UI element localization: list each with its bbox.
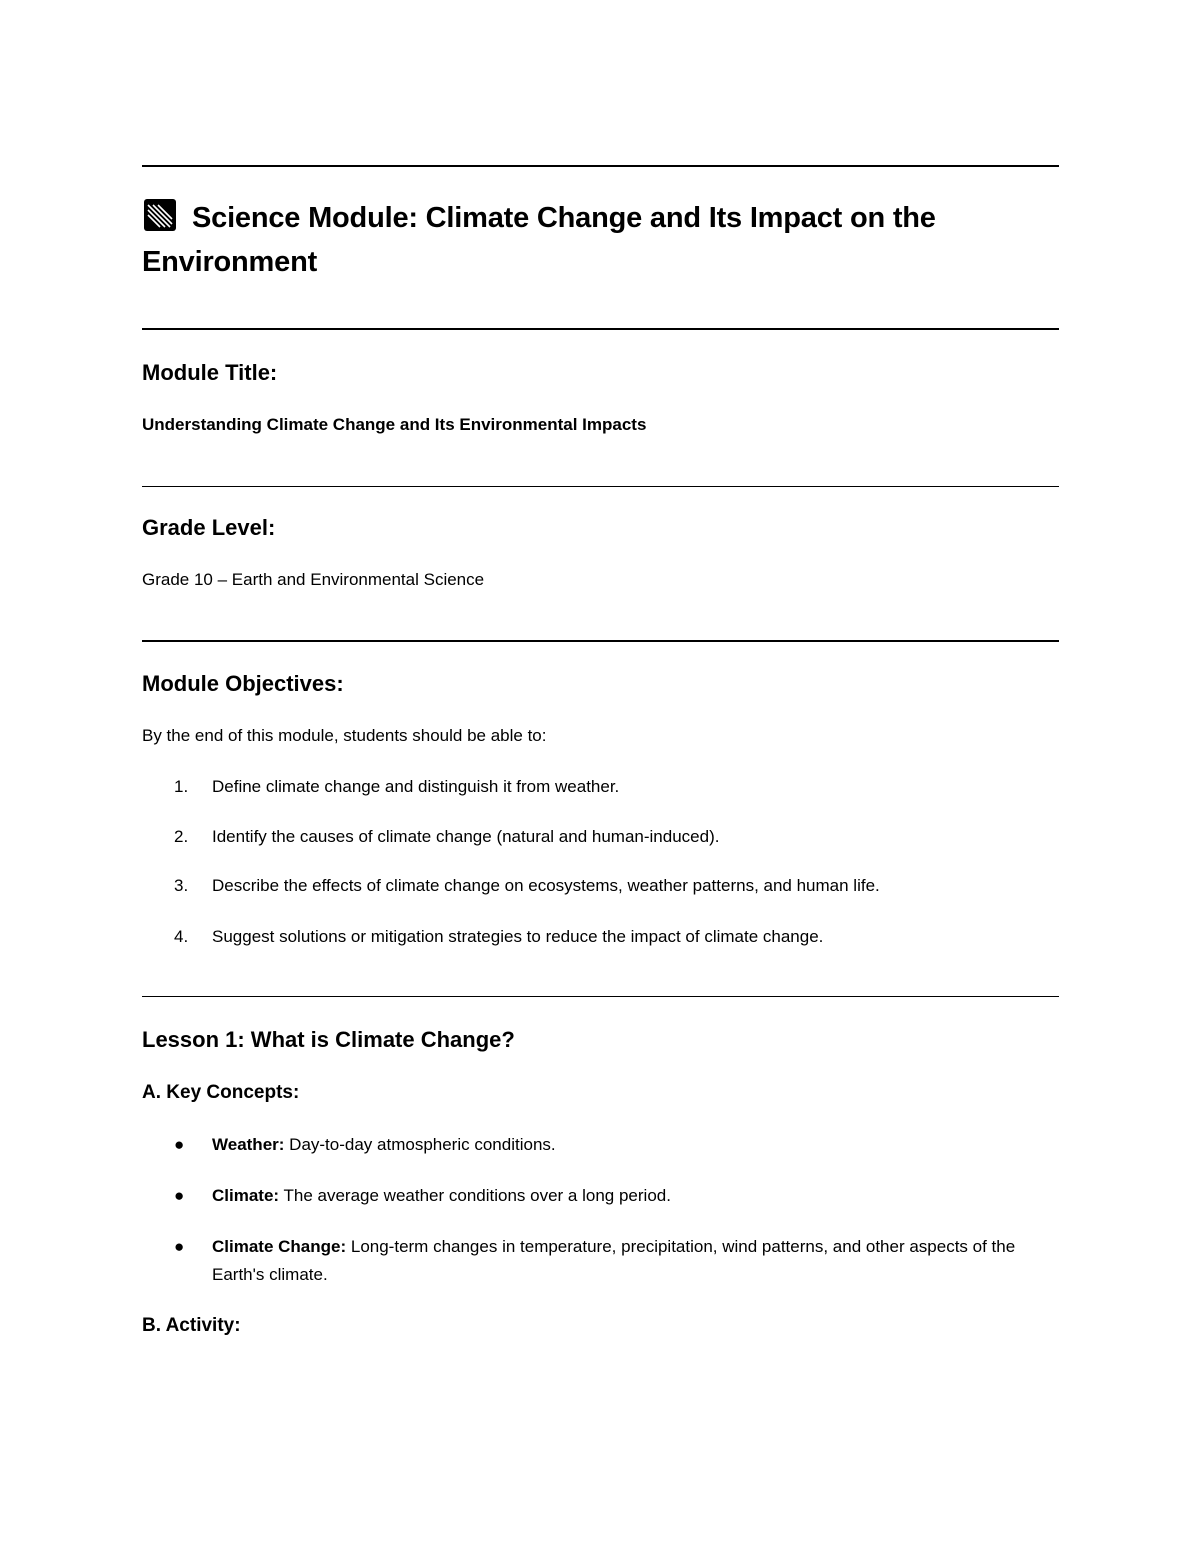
list-number: 1.: [174, 777, 189, 796]
concept-definition: The average weather conditions over a long period.: [279, 1186, 671, 1205]
list-text: Describe the effects of climate change on ecosystems, weather patterns, and human life.: [212, 876, 880, 895]
horizontal-rule: [142, 328, 1059, 330]
bullet: ●: [174, 1237, 185, 1256]
concept-term: Weather:: [212, 1135, 285, 1154]
horizontal-rule: [142, 486, 1059, 487]
list-number: 2.: [174, 827, 189, 846]
list-number: 3.: [174, 876, 189, 895]
horizontal-rule: [142, 996, 1059, 997]
activity-heading: B. Activity:: [142, 1315, 241, 1336]
notebook-icon: [142, 197, 178, 233]
list-text: Define climate change and distinguish it from weather.: [212, 777, 620, 796]
list-number: 4.: [174, 927, 189, 946]
concept-term: Climate:: [212, 1186, 280, 1205]
horizontal-rule: [142, 640, 1059, 642]
objectives-heading: Module Objectives:: [142, 671, 344, 696]
horizontal-rule: [142, 165, 1059, 167]
lesson1-heading: Lesson 1: What is Climate Change?: [142, 1027, 515, 1052]
bullet: ●: [174, 1135, 185, 1154]
module-title-heading: Module Title:: [142, 360, 278, 385]
list-text: [212, 1131, 1042, 1159]
concept-term: Climate Change:: [212, 1237, 347, 1256]
list-text: Suggest solutions or mitigation strategies to reduce the impact of climate change.: [212, 927, 824, 946]
list-text: [212, 1182, 1042, 1210]
objectives-intro: By the end of this module, students should be able to:: [142, 726, 547, 745]
bullet: ●: [174, 1186, 185, 1205]
page-title: [142, 196, 1059, 284]
grade-level-heading: Grade Level:: [142, 515, 276, 540]
key-concepts-heading: A. Key Concepts:: [142, 1082, 300, 1103]
page-title-text: Science Module: Climate Change and Its Impact on the Environment: [142, 202, 936, 278]
concept-definition: Day-to-day atmospheric conditions.: [284, 1135, 556, 1154]
list-text: [212, 1233, 1042, 1289]
module-title-value: Understanding Climate Change and Its Environmental Impacts: [142, 415, 647, 434]
grade-level-value: Grade 10 – Earth and Environmental Science: [142, 570, 485, 589]
list-text: Identify the causes of climate change (natural and human-induced).: [212, 827, 720, 846]
concept-definition: Long-term changes in temperature, precipitation, wind patterns, and other aspects of the Earth's climate.: [212, 1237, 1016, 1284]
